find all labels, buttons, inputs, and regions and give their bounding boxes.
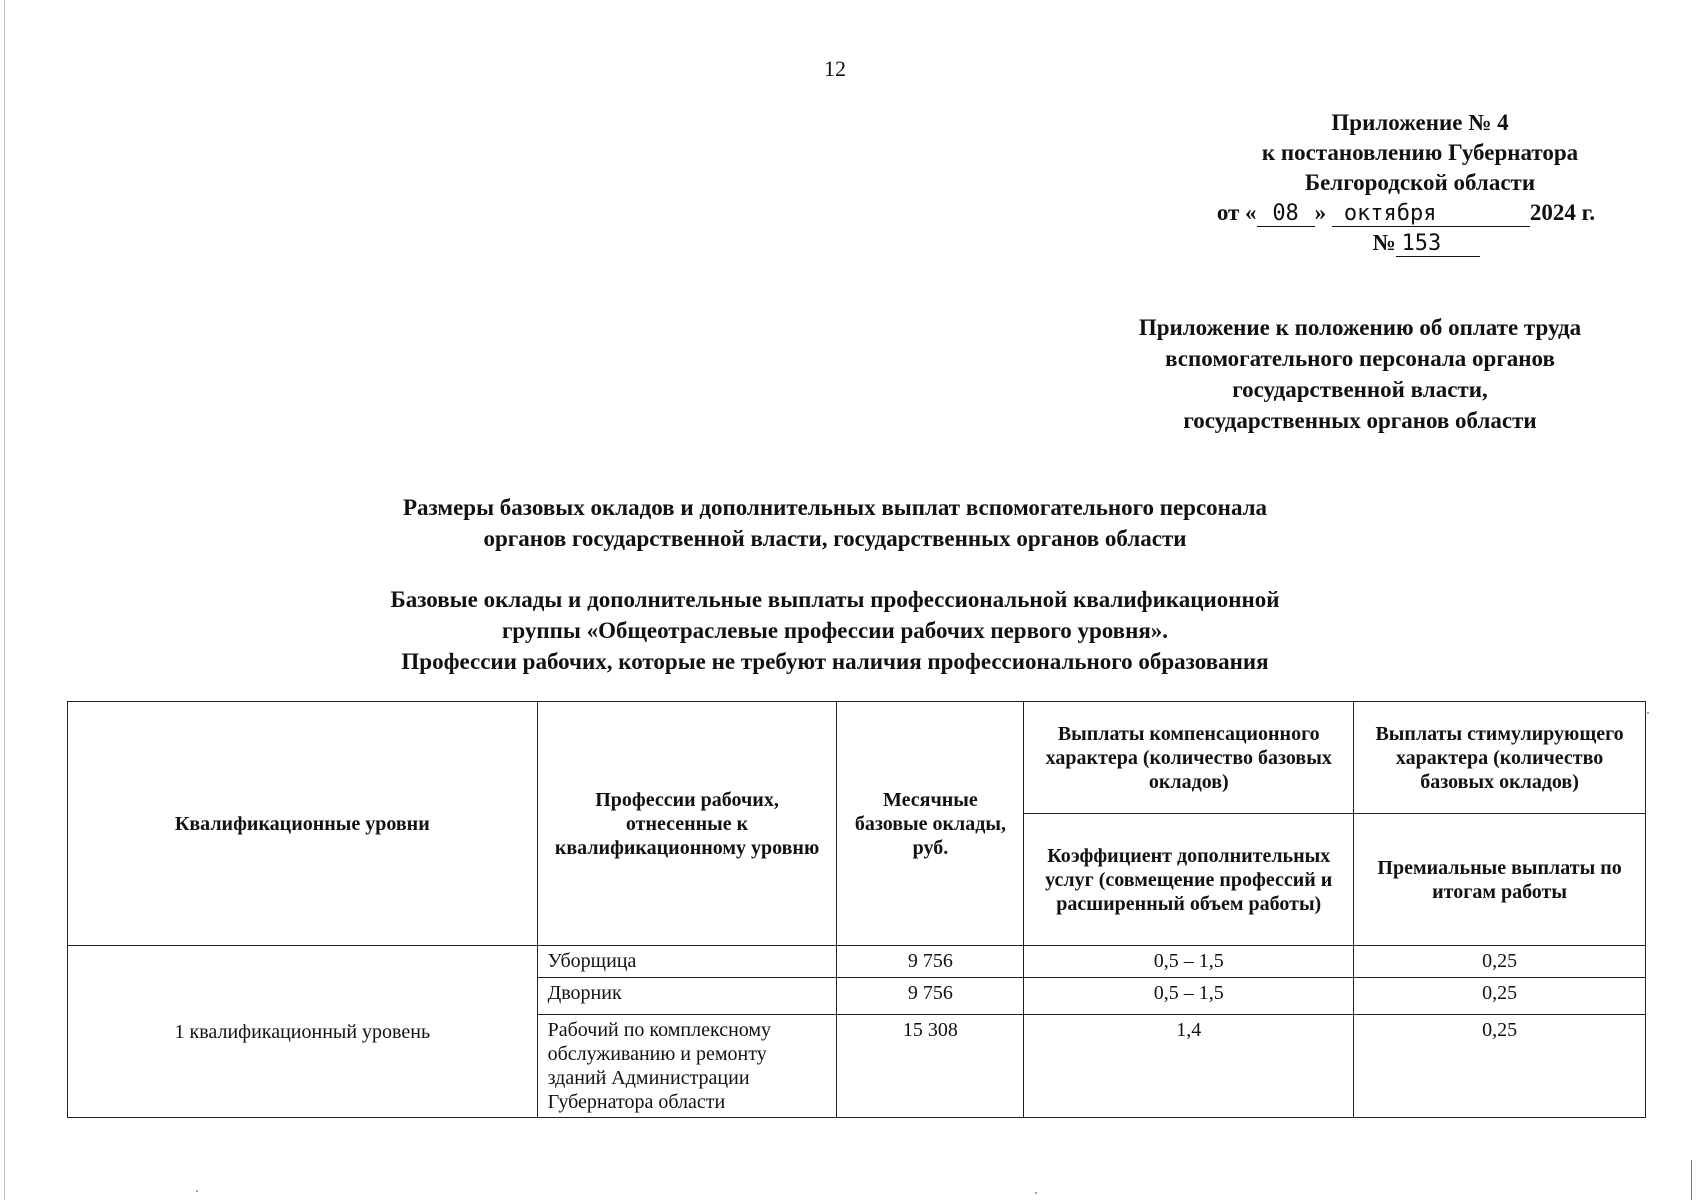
header-bonus: Премиальные выплаты по итогам работы: [1354, 814, 1646, 946]
subtitle-line: группы «Общеотраслевые профессии рабочих первого уровня».: [501, 618, 1169, 643]
coefficient-cell: 0,5 – 1,5: [1024, 946, 1354, 978]
salary-table: [67, 701, 1646, 1118]
page-edge-line: [4, 0, 5, 1200]
appendix-line-3: Белгородской области: [1304, 170, 1536, 195]
document-title: [240, 492, 1430, 554]
salary-cell: 9 756: [837, 946, 1024, 978]
date-day: 08: [1257, 202, 1315, 227]
appendix-date-line: [1172, 198, 1640, 228]
date-mid: »: [1314, 200, 1327, 225]
header-professions: Профессии рабочих, отнесенные к квалификационному уровню: [537, 702, 837, 946]
coefficient-cell: 1,4: [1024, 1015, 1354, 1118]
scan-speck: [1647, 712, 1649, 714]
regulation-heading: [1080, 312, 1640, 436]
header-base-salary: Месячные базовые оклады, руб.: [837, 702, 1024, 946]
scan-speck: [1035, 1192, 1037, 1194]
profession-cell: Рабочий по комплексному обслуживанию и ремонту зданий Администрации Губернатора области: [537, 1015, 837, 1118]
decree-number: 153: [1396, 232, 1480, 257]
date-month: октября: [1332, 202, 1530, 227]
document-subtitle: [240, 584, 1430, 677]
number-prefix: №: [1372, 230, 1396, 255]
page-number: 12: [824, 56, 846, 81]
title-line: органов государственной власти, государственных органов области: [483, 526, 1187, 551]
appendix-number-line: [1212, 228, 1640, 258]
regulation-line: государственных органов области: [1183, 408, 1537, 433]
profession-cell: Уборщица: [537, 946, 837, 978]
scan-speck: [196, 1190, 198, 1192]
bonus-cell: 0,25: [1354, 978, 1646, 1015]
header-qualification-levels: Квалификационные уровни: [68, 702, 538, 946]
profession-cell: Дворник: [537, 978, 837, 1015]
salary-cell: 15 308: [837, 1015, 1024, 1118]
date-prefix: от «: [1216, 200, 1257, 225]
header-coefficient: Коэффициент дополнительных услуг (совмещение профессий и расширенный объем работы): [1024, 814, 1354, 946]
subtitle-line: Базовые оклады и дополнительные выплаты профессиональной квалификационной: [390, 587, 1280, 612]
appendix-block: [1200, 108, 1640, 258]
regulation-line: государственной власти,: [1232, 377, 1488, 402]
bonus-cell: 0,25: [1354, 1015, 1646, 1118]
appendix-title: Приложение № 4: [1331, 110, 1509, 135]
header-incentive: Выплаты стимулирующего характера (количество базовых окладов): [1354, 702, 1646, 814]
date-year: 2024 г.: [1529, 200, 1596, 225]
qualification-level-cell: 1 квалификационный уровень: [68, 946, 538, 1118]
page-edge-mark: [1691, 1160, 1692, 1200]
appendix-line-2: к постановлению Губернатора: [1261, 140, 1579, 165]
subtitle-line: Профессии рабочих, которые не требуют наличия профессионального образования: [401, 649, 1269, 674]
title-line: Размеры базовых окладов и дополнительных выплат вспомогательного персонала: [402, 495, 1268, 520]
bonus-cell: 0,25: [1354, 946, 1646, 978]
coefficient-cell: 0,5 – 1,5: [1024, 978, 1354, 1015]
regulation-line: вспомогательного персонала органов: [1165, 346, 1555, 371]
regulation-line: Приложение к положению об оплате труда: [1138, 315, 1582, 340]
header-compensation: Выплаты компенсационного характера (количество базовых окладов): [1024, 702, 1354, 814]
salary-cell: 9 756: [837, 978, 1024, 1015]
table-row: [68, 946, 1646, 978]
